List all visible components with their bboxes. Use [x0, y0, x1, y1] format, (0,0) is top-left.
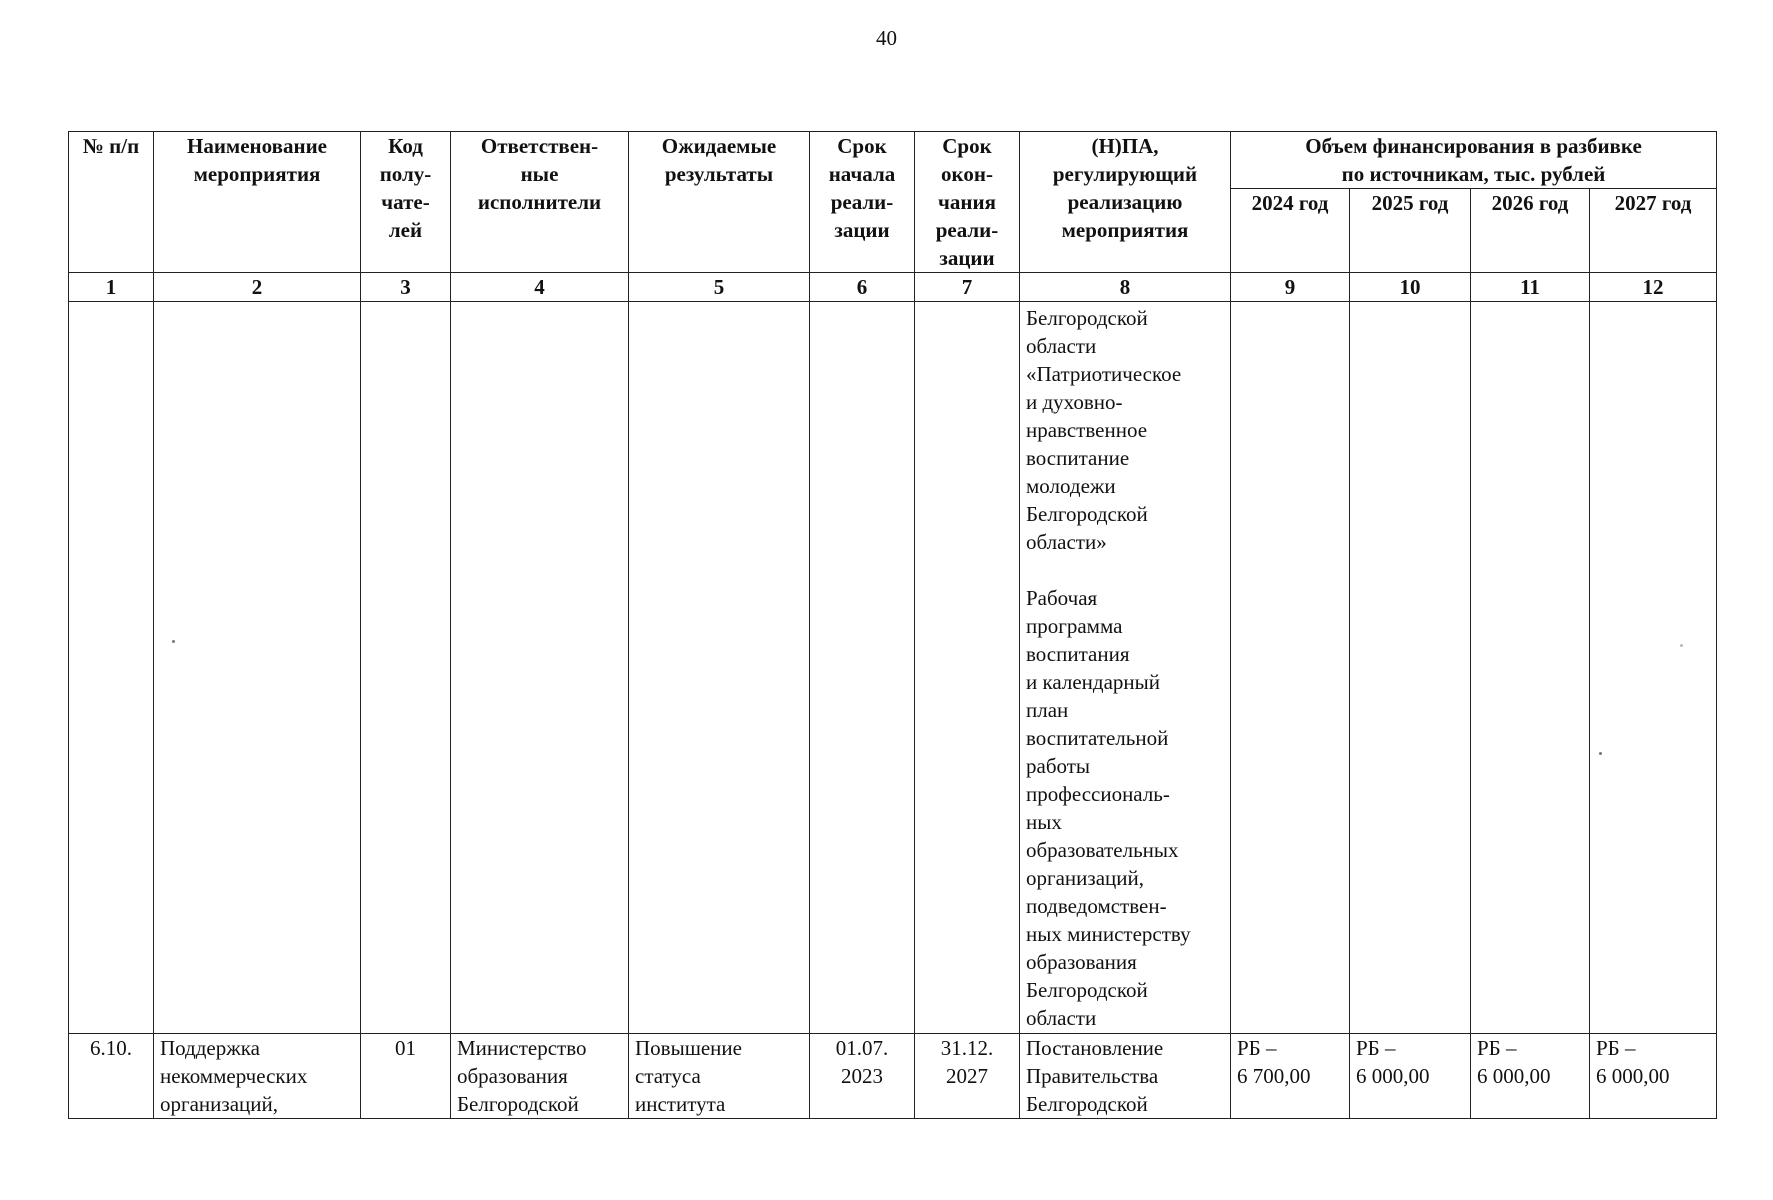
text-line: 31.12. — [940, 1036, 994, 1060]
start-date — [810, 1034, 915, 1119]
text-line: области — [1026, 1006, 1097, 1030]
text-line: некоммерческих — [160, 1064, 308, 1088]
text-line: РБ – — [1477, 1036, 1517, 1060]
text-line: образования — [457, 1064, 568, 1088]
text-line: (Н)ПА, — [1091, 134, 1159, 158]
scan-speck — [172, 640, 175, 643]
header-num — [69, 132, 154, 273]
empty-cell — [1350, 302, 1471, 1034]
text-line: Ожидаемые — [661, 134, 777, 158]
text-line: области» — [1026, 530, 1107, 554]
text-line: 6 700,00 — [1237, 1064, 1311, 1088]
text-line: план — [1026, 698, 1069, 722]
header-year-2026: 2026 год — [1471, 189, 1590, 273]
column-number: 5 — [629, 273, 810, 302]
column-number: 9 — [1231, 273, 1350, 302]
text-line: полу- — [379, 162, 432, 186]
text-line: Поддержка — [160, 1036, 260, 1060]
text-line: воспитание — [1026, 446, 1130, 470]
empty-cell — [629, 302, 810, 1034]
text-line: Белгородской — [457, 1092, 579, 1116]
text-line: Наименование — [187, 134, 327, 158]
empty-cell — [1471, 302, 1590, 1034]
text-line: Министерство — [457, 1036, 587, 1060]
text-line: начала — [828, 162, 896, 186]
text-line: 2027 — [946, 1064, 988, 1088]
text-line: Объем финансирования в разбивке — [1305, 134, 1642, 158]
text-line: программа — [1026, 614, 1123, 638]
text-line: исполнители — [477, 190, 602, 214]
npa-continuation-cell — [1020, 302, 1231, 1034]
text-line — [1026, 556, 1224, 584]
empty-cell — [154, 302, 361, 1034]
text-line: 6 000,00 — [1356, 1064, 1430, 1088]
text-line: ные — [520, 162, 559, 186]
text-line: РБ – — [1237, 1036, 1277, 1060]
column-number: 12 — [1590, 273, 1717, 302]
empty-cell — [361, 302, 451, 1034]
funding-2026 — [1471, 1034, 1590, 1119]
header-year-2027: 2027 год — [1590, 189, 1717, 273]
end-date — [915, 1034, 1020, 1119]
header-start — [810, 132, 915, 273]
text-line: института — [635, 1092, 726, 1116]
text-line: 6 000,00 — [1477, 1064, 1551, 1088]
header-end — [915, 132, 1020, 273]
table-row-6-10 — [69, 1034, 1717, 1119]
text-line: 6 000,00 — [1596, 1064, 1670, 1088]
text-line: ных — [1026, 810, 1062, 834]
text-line: и духовно- — [1026, 390, 1123, 414]
text-line: Рабочая — [1026, 586, 1098, 610]
column-number: 11 — [1471, 273, 1590, 302]
text-line: зации — [834, 218, 890, 242]
text-line: окон- — [941, 162, 993, 186]
text-line: по источникам, тыс. рублей — [1341, 162, 1606, 186]
text-line: 01.07. — [835, 1036, 889, 1060]
text-line: организаций, — [1026, 866, 1144, 890]
column-number: 2 — [154, 273, 361, 302]
text-line: Повышение — [635, 1036, 742, 1060]
text-line: Белгородской — [1026, 978, 1148, 1002]
text-line: области — [1026, 334, 1097, 358]
empty-cell — [69, 302, 154, 1034]
text-line: Белгородской — [1026, 1092, 1148, 1116]
text-line: 2023 — [841, 1064, 883, 1088]
header-name — [154, 132, 361, 273]
text-line: «Патриотическое — [1026, 362, 1182, 386]
text-line: профессиональ- — [1026, 782, 1170, 806]
row-number: 6.10. — [69, 1034, 154, 1119]
text-line: Белгородской — [1026, 306, 1148, 330]
activities-table — [68, 131, 1717, 1119]
text-line: ных министерству — [1026, 922, 1191, 946]
funding-2025 — [1350, 1034, 1471, 1119]
text-line: реализацию — [1067, 190, 1183, 214]
text-line: мероприятия — [1061, 218, 1189, 242]
funding-2024 — [1231, 1034, 1350, 1119]
activity-name — [154, 1034, 361, 1119]
text-line: работы — [1026, 754, 1091, 778]
scan-speck — [1680, 644, 1683, 647]
text-line: Код — [388, 134, 423, 158]
text-line: подведомствен- — [1026, 894, 1167, 918]
text-line: № п/п — [82, 134, 140, 158]
header-code — [361, 132, 451, 273]
expected-results — [629, 1034, 810, 1119]
regulating-act — [1020, 1034, 1231, 1119]
text-line: Постановление — [1026, 1036, 1164, 1060]
text-line: нравственное — [1026, 418, 1148, 442]
text-line: РБ – — [1356, 1036, 1396, 1060]
header-results — [629, 132, 810, 273]
text-line: Правительства — [1026, 1064, 1159, 1088]
text-line: образования — [1026, 950, 1137, 974]
text-line: результаты — [664, 162, 774, 186]
header-year-2024: 2024 год — [1231, 189, 1350, 273]
empty-cell — [810, 302, 915, 1034]
empty-cell — [451, 302, 629, 1034]
recipient-code: 01 — [361, 1034, 451, 1119]
text-line: реали- — [935, 218, 999, 242]
column-number: 10 — [1350, 273, 1471, 302]
header-year-2025: 2025 год — [1350, 189, 1471, 273]
text-line: зации — [939, 246, 995, 270]
continuation-row — [69, 302, 1717, 1034]
page-number: 40 — [876, 26, 897, 50]
text-line: мероприятия — [193, 162, 321, 186]
header-row — [69, 132, 1717, 189]
header-responsible — [451, 132, 629, 273]
text-line: Белгородской — [1026, 502, 1148, 526]
text-line: Ответствен- — [480, 134, 599, 158]
header-npa — [1020, 132, 1231, 273]
column-number-row — [69, 273, 1717, 302]
text-line: реали- — [830, 190, 894, 214]
column-number: 3 — [361, 273, 451, 302]
text-line: Срок — [837, 134, 887, 158]
text-line: РБ – — [1596, 1036, 1636, 1060]
empty-cell — [1231, 302, 1350, 1034]
text-line: Срок — [942, 134, 992, 158]
text-line: статуса — [635, 1064, 701, 1088]
text-line: воспитательной — [1026, 726, 1169, 750]
column-number: 1 — [69, 273, 154, 302]
text-line: и календарный — [1026, 670, 1161, 694]
text-line: регулирующий — [1052, 162, 1198, 186]
text-line: образовательных — [1026, 838, 1179, 862]
empty-cell — [1590, 302, 1717, 1034]
text-line: организаций, — [160, 1092, 278, 1116]
column-number: 7 — [915, 273, 1020, 302]
text-line: молодежи — [1026, 474, 1116, 498]
column-number: 4 — [451, 273, 629, 302]
text-line: воспитания — [1026, 642, 1130, 666]
scan-speck — [1599, 752, 1602, 755]
text-line: чания — [938, 190, 996, 214]
text-line: чате- — [381, 190, 430, 214]
column-number: 6 — [810, 273, 915, 302]
funding-2027 — [1590, 1034, 1717, 1119]
header-funding — [1231, 132, 1717, 189]
empty-cell — [915, 302, 1020, 1034]
responsible-executors — [451, 1034, 629, 1119]
column-number: 8 — [1020, 273, 1231, 302]
text-line: лей — [388, 218, 423, 242]
